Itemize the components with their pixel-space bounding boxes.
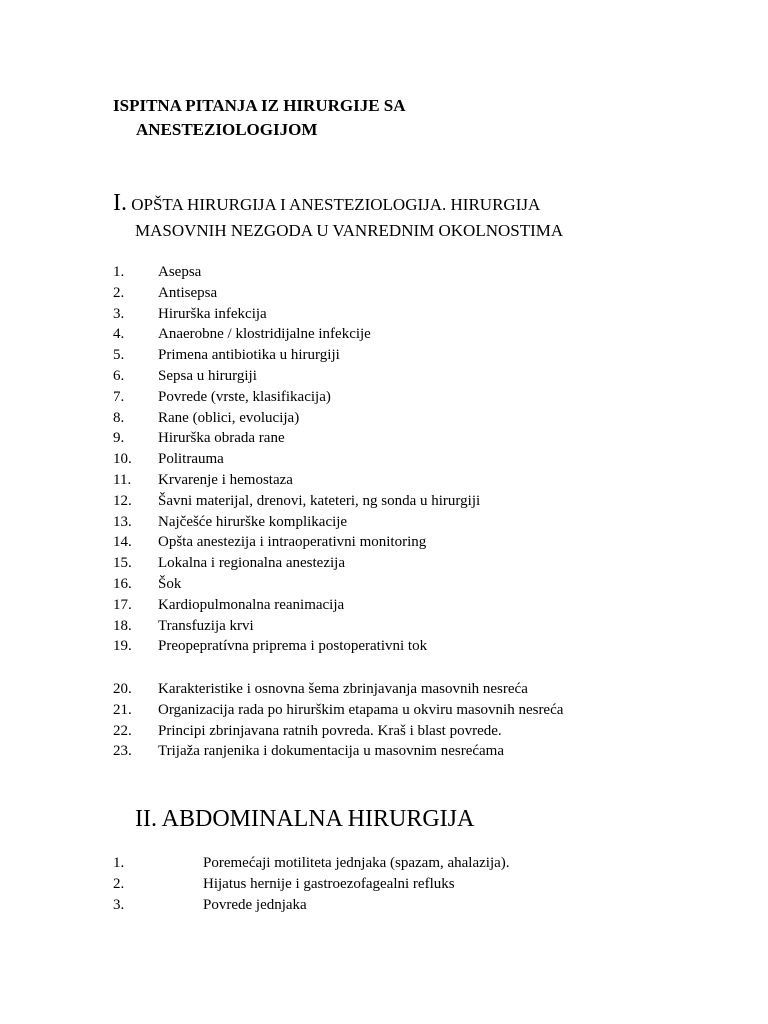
list-item bbox=[113, 449, 480, 470]
section-1-question-list-a bbox=[113, 262, 480, 657]
item-number: 15. bbox=[113, 555, 132, 572]
item-text: Hirurška obrada rane bbox=[158, 430, 285, 447]
list-item bbox=[113, 574, 480, 595]
item-text: Primena antibiotika u hirurgiji bbox=[158, 347, 340, 364]
item-text: Krvarenje i hemostaza bbox=[158, 471, 293, 488]
list-item bbox=[113, 512, 480, 533]
item-number: 4. bbox=[113, 326, 125, 343]
item-number: 10. bbox=[113, 451, 132, 468]
document-title-line1: ISPITNA PITANJA IZ HIRURGIJE SA bbox=[113, 96, 406, 115]
list-item bbox=[113, 324, 480, 345]
item-text: Najčešće hirurške komplikacije bbox=[158, 513, 348, 530]
item-number: 9. bbox=[113, 430, 125, 447]
item-number: 13. bbox=[113, 513, 132, 530]
list-item bbox=[113, 853, 510, 874]
item-text: Rane (oblici, evolucija) bbox=[158, 409, 300, 426]
list-item bbox=[113, 366, 480, 387]
section-1-heading-line1: OPŠTA HIRURGIJA I ANESTEZIOLOGIJA. HIRURGIJA bbox=[131, 195, 541, 214]
item-text: Šok bbox=[158, 575, 182, 592]
item-text: Principi zbrinjavana ratnih povreda. Kraš i blast povrede. bbox=[158, 722, 502, 739]
item-text: Asepsa bbox=[158, 264, 202, 280]
section-1-heading-line2: MASOVNIH NEZGODA U VANREDNIM OKOLNOSTIMA bbox=[135, 221, 564, 240]
item-text: Sepsa u hirurgiji bbox=[158, 367, 257, 384]
list-item bbox=[113, 532, 480, 553]
item-text: Politrauma bbox=[158, 451, 224, 468]
item-number: 1. bbox=[113, 264, 125, 280]
list-item bbox=[113, 679, 563, 700]
list-item bbox=[113, 721, 563, 742]
item-text: Opšta anestezija i intraoperativni monitoring bbox=[158, 534, 427, 551]
list-item bbox=[113, 408, 480, 429]
list-item bbox=[113, 283, 480, 304]
item-text: Hirurška infekcija bbox=[158, 305, 267, 322]
item-text: Organizacija rada po hirurškim etapama u okviru masovnih nesreća bbox=[158, 701, 564, 718]
list-item bbox=[113, 700, 563, 721]
item-text: Karakteristike i osnovna šema zbrinjavanja masovnih nesreća bbox=[158, 681, 528, 697]
item-text: Povrede jednjaka bbox=[203, 896, 307, 913]
item-text: Preopepratívna priprema i postoperativni tok bbox=[158, 638, 428, 655]
item-text: Anaerobne / klostridijalne infekcije bbox=[158, 326, 371, 343]
item-number: 18. bbox=[113, 617, 132, 634]
item-number: 2. bbox=[113, 875, 125, 892]
item-number: 22. bbox=[113, 722, 132, 739]
list-item bbox=[113, 262, 480, 283]
item-number: 2. bbox=[113, 284, 125, 301]
item-number: 8. bbox=[113, 409, 125, 426]
section-2-heading: II. ABDOMINALNA HIRURGIJA bbox=[135, 806, 475, 832]
item-number: 23. bbox=[113, 743, 132, 760]
document-title bbox=[113, 94, 713, 142]
list-item bbox=[113, 304, 480, 325]
item-text: Antisepsa bbox=[158, 284, 218, 301]
document-title-line2: ANESTEZIOLOGIJOM bbox=[136, 120, 318, 139]
item-number: 21. bbox=[113, 701, 132, 718]
item-number: 11. bbox=[113, 471, 132, 488]
item-text: Poremećaji motiliteta jednjaka (spazam, ahalazija). bbox=[203, 855, 510, 871]
list-item bbox=[113, 428, 480, 449]
item-number: 14. bbox=[113, 534, 132, 551]
item-text: Šavni materijal, drenovi, kateteri, ng sonda u hirurgiji bbox=[158, 492, 481, 509]
section-1-question-list-b bbox=[113, 679, 563, 762]
item-number: 5. bbox=[113, 347, 125, 364]
item-text: Hijatus hernije i gastroezofagealni refluks bbox=[203, 875, 455, 892]
list-item bbox=[113, 345, 480, 366]
item-number: 19. bbox=[113, 638, 132, 655]
list-item bbox=[113, 636, 480, 657]
list-item bbox=[113, 595, 480, 616]
item-number: 3. bbox=[113, 305, 125, 322]
item-text: Transfuzija krvi bbox=[158, 617, 254, 634]
section-1-heading bbox=[113, 190, 733, 244]
item-text: Kardiopulmonalna reanimacija bbox=[158, 596, 345, 613]
item-number: 17. bbox=[113, 596, 132, 613]
list-item bbox=[113, 387, 480, 408]
item-text: Trijaža ranjenika i dokumentacija u masovnim nesrećama bbox=[158, 743, 504, 760]
list-item bbox=[113, 616, 480, 637]
item-number: 16. bbox=[113, 575, 132, 592]
item-number: 3. bbox=[113, 896, 125, 913]
list-item bbox=[113, 741, 563, 762]
item-number: 12. bbox=[113, 492, 132, 509]
list-item bbox=[113, 895, 510, 916]
item-number: 1. bbox=[113, 855, 125, 871]
list-item bbox=[113, 553, 480, 574]
list-item bbox=[113, 491, 480, 512]
item-text: Povrede (vrste, klasifikacija) bbox=[158, 388, 331, 405]
item-number: 7. bbox=[113, 388, 125, 405]
list-item bbox=[113, 470, 480, 491]
section-1-numeral: I. bbox=[113, 190, 127, 216]
item-text: Lokalna i regionalna anestezija bbox=[158, 555, 345, 572]
list-item bbox=[113, 874, 510, 895]
item-number: 20. bbox=[113, 681, 132, 697]
section-2-question-list bbox=[113, 853, 510, 915]
item-number: 6. bbox=[113, 367, 125, 384]
